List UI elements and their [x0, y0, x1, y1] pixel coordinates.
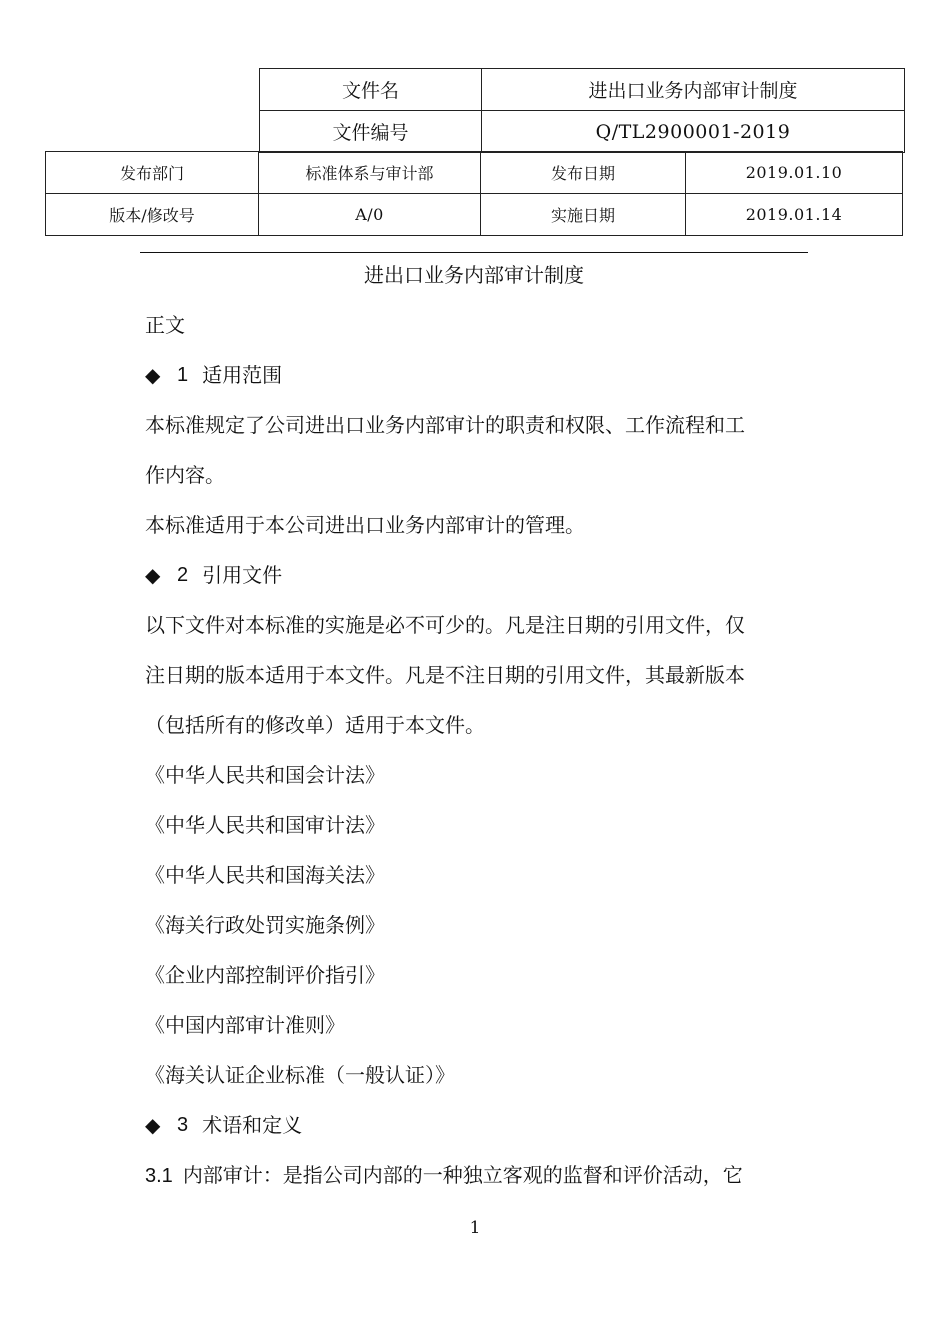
version-value: A/0	[259, 194, 481, 236]
implement-date-value: 2019.01.14	[686, 194, 903, 236]
publish-date-label: 发布日期	[481, 152, 686, 194]
page-number: 1	[469, 1218, 481, 1238]
reference-item: 《海关行政处罚实施条例》	[145, 913, 385, 937]
definition-item	[145, 1150, 810, 1200]
reference-item: 《中华人民共和国会计法》	[145, 763, 385, 787]
section-number: 3	[177, 1114, 189, 1136]
reference-item: 《中华人民共和国审计法》	[145, 813, 385, 837]
publish-date-value: 2019.01.10	[686, 152, 903, 194]
dept-value: 标准体系与审计部	[259, 152, 481, 194]
version-label: 版本/修改号	[46, 194, 259, 236]
section-number: 2	[177, 564, 189, 586]
section-title: 引用文件	[202, 563, 283, 587]
paragraph-line: 本标准规定了公司进出口业务内部审计的职责和权限、工作流程和工	[145, 413, 745, 437]
dept-label: 发布部门	[46, 152, 259, 194]
file-name-label: 文件名	[260, 69, 482, 111]
file-title-table	[259, 68, 905, 153]
implement-date-label: 实施日期	[481, 194, 686, 236]
paragraph-line: 本标准适用于本公司进出口业务内部审计的管理。	[145, 513, 585, 537]
document-body	[145, 300, 810, 1200]
section-heading-2	[145, 550, 810, 600]
file-number-value: Q/TL2900001-2019	[482, 111, 905, 153]
paragraph-line: 以下文件对本标准的实施是必不可少的。凡是注日期的引用文件，仅	[145, 613, 745, 637]
section-title: 适用范围	[202, 363, 283, 387]
section-heading-1	[145, 350, 810, 400]
paragraph-line: 注日期的版本适用于本文件。凡是不注日期的引用文件，其最新版本	[145, 663, 745, 687]
file-name-value: 进出口业务内部审计制度	[482, 69, 905, 111]
file-number-label: 文件编号	[260, 111, 482, 153]
definition-text: 内部审计：是指公司内部的一种独立客观的监督和评价活动，它	[182, 1163, 743, 1187]
document-info-table	[45, 151, 903, 236]
section-number: 1	[177, 364, 189, 386]
title-divider	[140, 252, 808, 253]
paragraph-line: 作内容。	[145, 463, 225, 487]
diamond-bullet-icon: ◆	[145, 1113, 161, 1137]
reference-item: 《中国内部审计准则》	[145, 1013, 345, 1037]
section-title: 术语和定义	[202, 1113, 303, 1137]
definition-number: 3.1	[145, 1165, 173, 1187]
reference-item: 《中华人民共和国海关法》	[145, 863, 385, 887]
reference-item: 《海关认证企业标准（一般认证）》	[145, 1063, 455, 1087]
section-heading-3	[145, 1100, 810, 1150]
paragraph-line: （包括所有的修改单）适用于本文件。	[145, 713, 485, 737]
document-title: 进出口业务内部审计制度	[364, 263, 584, 287]
diamond-bullet-icon: ◆	[145, 363, 161, 387]
diamond-bullet-icon: ◆	[145, 563, 161, 587]
body-label: 正文	[145, 313, 185, 337]
reference-item: 《企业内部控制评价指引》	[145, 963, 385, 987]
